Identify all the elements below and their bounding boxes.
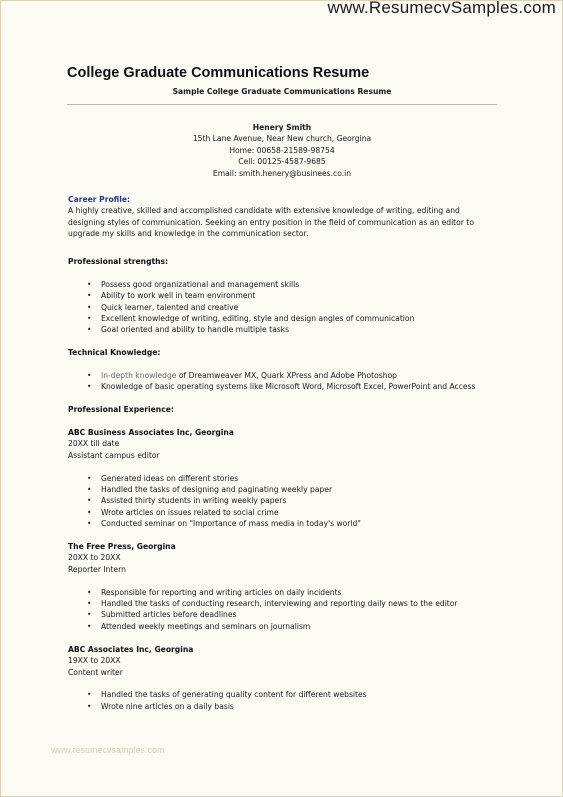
list-item: • Possess good organizational and management skills	[87, 279, 300, 289]
list-item: • Excellent knowledge of writing, editing, style and design angles of communication	[87, 314, 415, 324]
technical-list	[68, 370, 508, 393]
career-profile-line: designing styles of communication. Seeking an entry position in the field of communication as an editor to	[68, 217, 474, 227]
job-dates: 20XX to 20XX	[68, 553, 121, 563]
contact-block	[67, 122, 497, 179]
bullet-icon: •	[87, 519, 92, 529]
job-company: ABC Business Associates Inc, Georgina	[68, 428, 234, 438]
strengths-list	[68, 279, 508, 336]
list-item: • In-depth knowledge of Dreamweaver MX, Quark XPress and Adobe Photoshop	[87, 371, 397, 381]
experience-heading: Professional Experience:	[68, 405, 174, 415]
job-role: Reporter Intern	[68, 564, 126, 574]
list-item: • Handled the tasks of conducting research, interviewing and reporting daily news to the editor	[87, 599, 458, 609]
list-item: • Responsible for reporting and writing articles on daily incidents	[87, 587, 342, 597]
faded-watermark: www.resumecvsamples.com	[51, 745, 165, 755]
bullet-icon: •	[87, 382, 92, 392]
bullet-icon: •	[87, 690, 92, 700]
cell-phone: Cell: 00125-4587-9685	[238, 157, 326, 167]
email-line: Email: smith.henery@businees.co.in	[212, 168, 352, 178]
job-entry	[68, 644, 508, 712]
title-divider	[67, 104, 497, 105]
list-item: • Attended weekly meetings and seminars on journalism	[87, 621, 311, 631]
bullet-icon: •	[87, 279, 92, 289]
technical-heading: Technical Knowledge:	[68, 348, 161, 358]
bullet-icon: •	[87, 302, 92, 312]
list-item: • Knowledge of basic operating systems like Microsoft Word, Microsoft Excel, PowerPoint and Access	[87, 382, 476, 392]
candidate-name: Henery Smith	[252, 123, 312, 132]
resume-body	[68, 194, 508, 712]
job-role: Content writer	[68, 667, 123, 677]
bullet-icon: •	[87, 701, 92, 711]
job-role: Assistant campus editor	[68, 450, 160, 460]
bullet-icon: •	[87, 291, 92, 301]
job-duties	[68, 473, 508, 530]
bullet-icon: •	[87, 325, 92, 335]
job-company: The Free Press, Georgina	[68, 542, 176, 552]
career-profile-line: upgrade my skills and knowledge in the communication sector.	[68, 229, 309, 239]
career-profile-heading: Career Profile:	[68, 195, 131, 204]
list-item: • Submitted articles before deadlines	[87, 610, 237, 620]
bullet-icon: •	[87, 610, 92, 620]
inline-link[interactable]: In-depth knowledge	[101, 371, 177, 381]
home-phone: Home: 00658-21589-98754	[229, 145, 335, 155]
list-item: • Conducted seminar on "Importance of mass media in today's world"	[87, 519, 361, 529]
list-item: • Quick learner, talented and creative	[87, 302, 239, 312]
page-title: College Graduate Communications Resume	[67, 65, 370, 81]
list-item: • Handled the tasks of designing and paginating weekly paper	[87, 485, 333, 495]
list-item: • Handled the tasks of generating quality content for different websites	[87, 690, 367, 700]
job-duties	[68, 587, 508, 633]
address-line: 15th Lane Avenue, Near New church, Georgina	[192, 134, 372, 144]
page-subtitle: Sample College Graduate Communications Resume	[172, 87, 392, 96]
list-item: • Goal oriented and ability to handle multiple tasks	[87, 325, 290, 335]
job-dates: 20XX till date	[68, 439, 120, 449]
list-item: • Assisted thirty students in writing weekly papers	[87, 496, 287, 506]
strengths-heading: Professional strengths:	[68, 257, 169, 267]
career-profile-line: A highly creative, skilled and accomplished candidate with extensive knowledge of writing, editing and	[68, 206, 460, 216]
bullet-icon: •	[87, 599, 92, 609]
bullet-icon: •	[87, 485, 92, 495]
bullet-icon: •	[87, 507, 92, 517]
list-item: • Ability to work well in team environment	[87, 291, 256, 301]
list-item: • Wrote articles on issues related to social crime	[87, 507, 279, 517]
bullet-icon: •	[87, 371, 92, 381]
job-entry	[68, 427, 508, 530]
job-company: ABC Associates Inc, Georgina	[68, 644, 194, 654]
bullet-icon: •	[87, 587, 92, 597]
job-dates: 19XX to 20XX	[68, 656, 121, 666]
job-entry	[68, 541, 508, 632]
bullet-icon: •	[87, 473, 92, 483]
bullet-icon: •	[87, 496, 92, 506]
site-watermark[interactable]: www.ResumecvSamples.com	[327, 0, 556, 17]
list-item: • Generated ideas on different stories	[87, 473, 239, 483]
job-duties	[68, 689, 508, 712]
list-item: • Wrote nine articles on a daily basis	[87, 701, 234, 711]
bullet-icon: •	[87, 314, 92, 324]
bullet-icon: •	[87, 621, 92, 631]
